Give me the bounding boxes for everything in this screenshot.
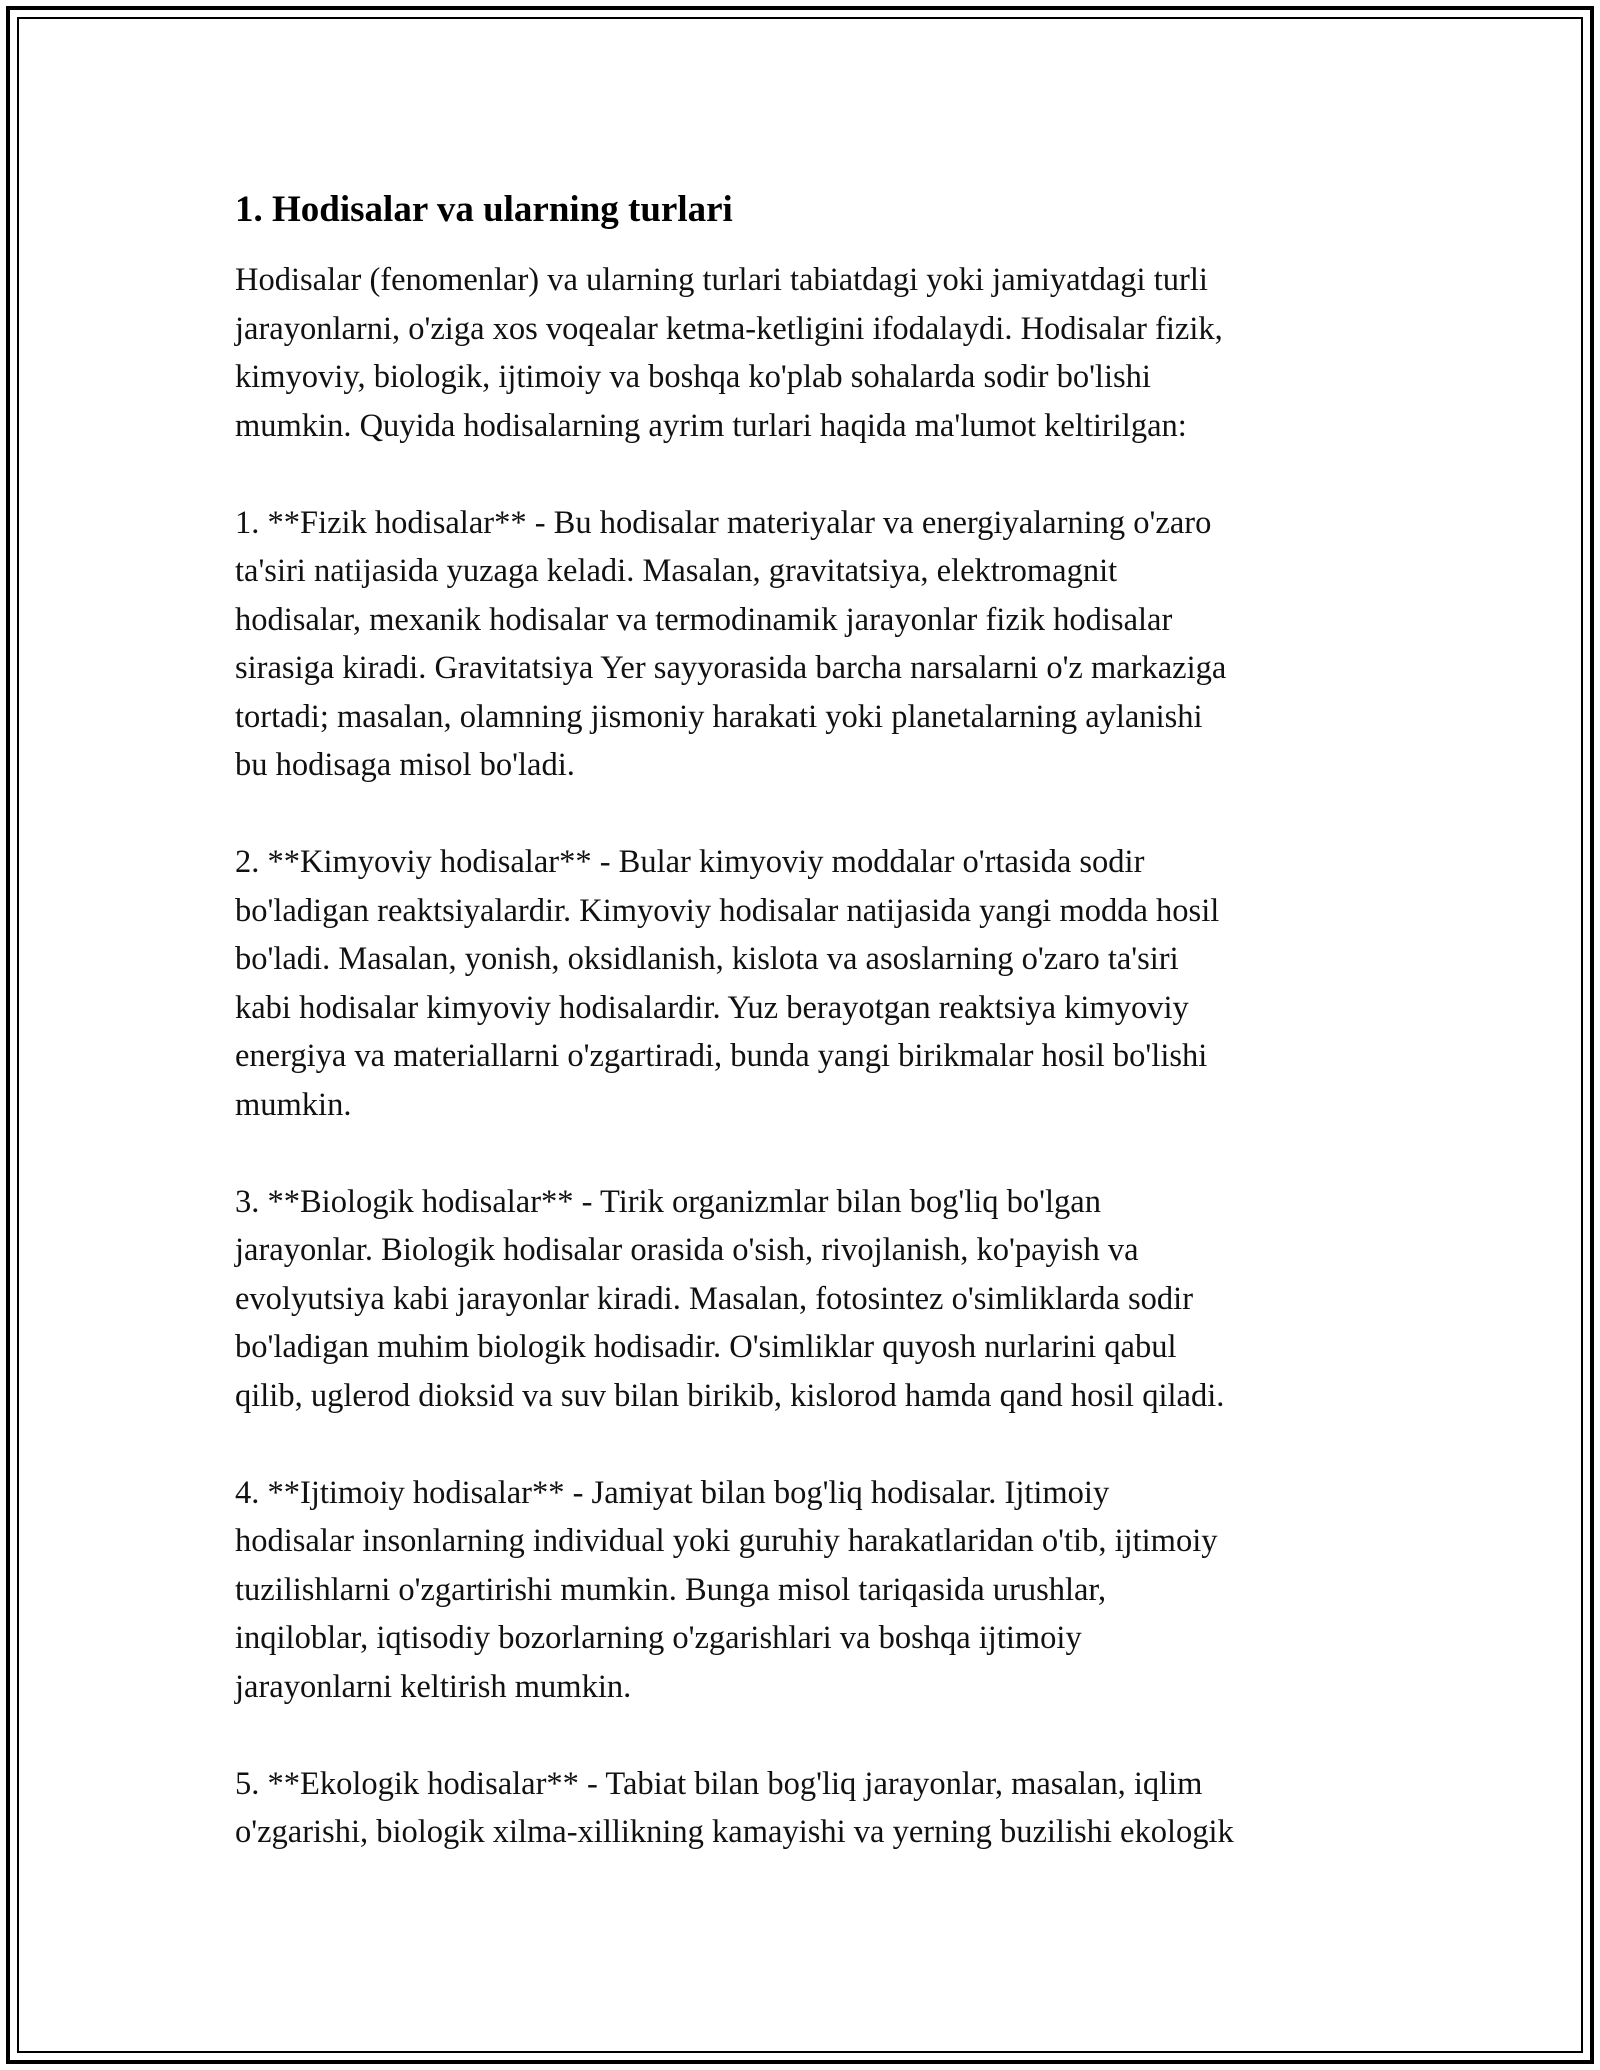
section-heading: 1. Hodisalar va ularning turlari [235,189,733,230]
paragraph-ecological-phenomena: 5. **Ekologik hodisalar** - Tabiat bilan bog'liq jarayonlar, masalan, iqlim o'zgarishi, biologik xilma-xillikning kamayishi va yerning buzilishi ekologik [235,1765,1234,1850]
document-body [235,186,1375,1857]
paragraph-social-phenomena: 4. **Ijtimoiy hodisalar** - Jamiyat bilan bog'liq hodisalar. Ijtimoiy hodisalar insonlarning individual yoki guruhiy harakatlaridan o'tib, ijtimoiy tuzilishlarni o'zgartirishi mumkin. Bunga misol tariqasida urushlar, inqiloblar, iqtisodiy bozorlarning o'zgarishlari va boshqa ijtimoiy jarayonlarni keltirish mumkin. [235,1474,1218,1705]
paragraph-chemical-phenomena: 2. **Kimyoviy hodisalar** - Bular kimyoviy moddalar o'rtasida sodir bo'ladigan reaktsiyalardir. Kimyoviy hodisalar natijasida yangi modda hosil bo'ladi. Masalan, yonish, oksidlanish, kislota va asoslarning o'zaro ta'siri kabi hodisalar kimyoviy hodisalardir. Yuz berayotgan reaktsiya kimyoviy energiya va materiallarni o'zgartiradi, bunda yangi birikmalar hosil bo'lishi mumkin. [235,844,1220,1123]
intro-paragraph: Hodisalar (fenomenlar) va ularning turlari tabiatdagi yoki jamiyatdagi turli jarayonlarni, o'ziga xos voqealar ketma-ketligini ifodalaydi. Hodisalar fizik, kimyoviy, biologik, ijtimoiy va boshqa ko'plab sohalarda sodir bo'lishi mumkin. Quyida hodisalarning ayrim turlari haqida ma'lumot keltirilgan: [235,262,1223,444]
paragraph-biological-phenomena: 3. **Biologik hodisalar** - Tirik organizmlar bilan bog'liq bo'lgan jarayonlar. Biologik hodisalar orasida o'sish, rivojlanish, ko'payish va evolyutsiya kabi jarayonlar kiradi. Masalan, fotosintez o'simliklarda sodir bo'ladigan muhim biologik hodisadir. O'simliklar quyosh nurlarini qabul qilib, uglerod dioksid va suv bilan birikib, kislorod hamda qand hosil qiladi. [235,1183,1225,1414]
paragraph-physical-phenomena: 1. **Fizik hodisalar** - Bu hodisalar materiyalar va energiyalarning o'zaro ta'siri natijasida yuzaga keladi. Masalan, gravitatsiya, elektromagnit hodisalar, mexanik hodisalar va termodinamik jarayonlar fizik hodisalar sirasiga kiradi. Gravitatsiya Yer sayyorasida barcha narsalarni o'z markaziga tortadi; masalan, olamning jismoniy harakati yoki planetalarning aylanishi bu hodisaga misol bo'ladi. [235,504,1227,783]
